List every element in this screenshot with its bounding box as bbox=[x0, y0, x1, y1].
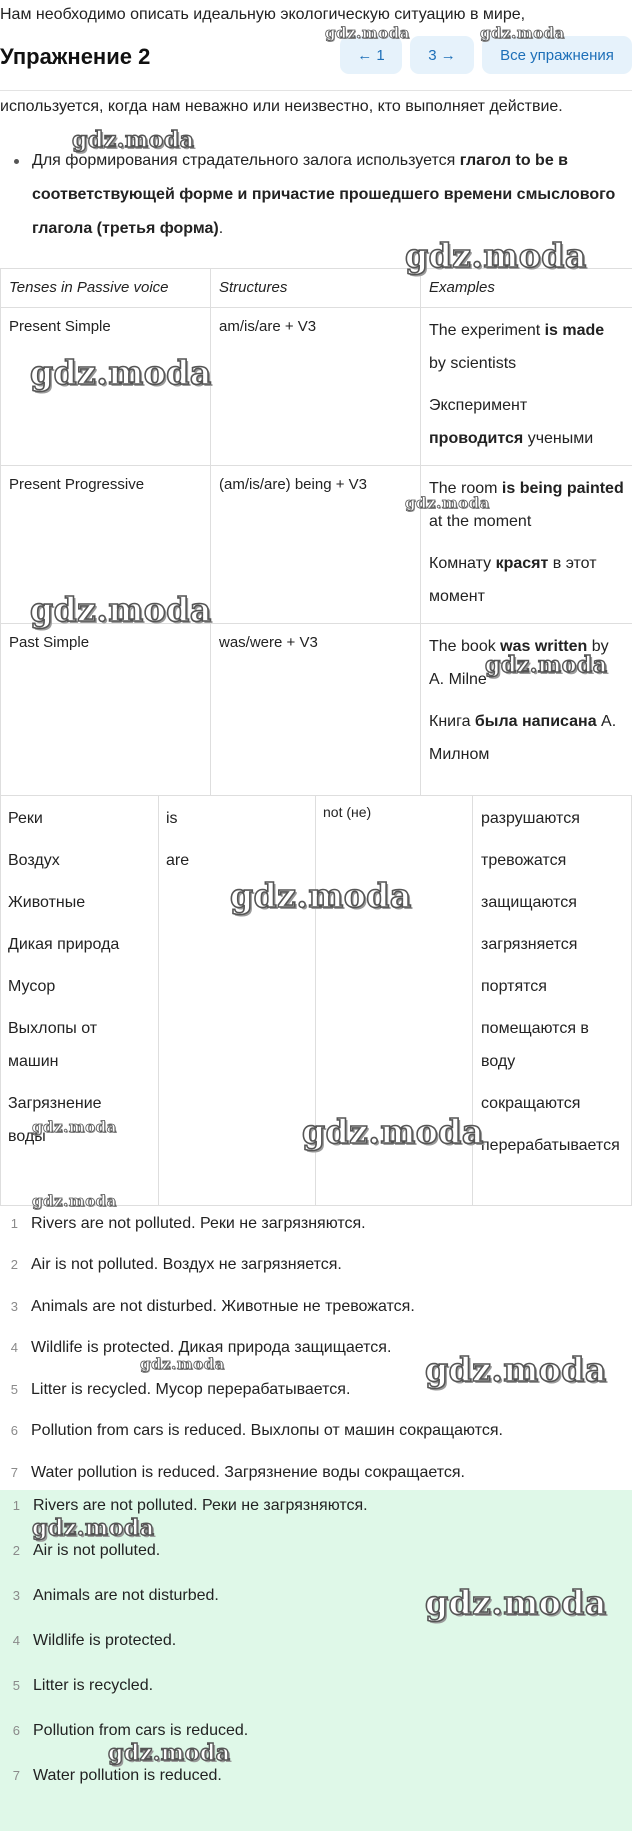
answer-text: Water pollution is reduced. Загрязнение воды сокращается. bbox=[31, 1464, 465, 1481]
answer-text: Litter is recycled. Мусор перерабатывается. bbox=[31, 1381, 351, 1398]
next-exercise-button[interactable]: 3 → bbox=[410, 36, 474, 74]
example-text: учеными bbox=[523, 430, 594, 447]
answer-text: Wildlife is protected. Дикая природа защищается. bbox=[31, 1339, 392, 1356]
exercise-title: Упражнение 2 bbox=[0, 44, 151, 69]
answer-text: Pollution from cars is reduced. Выхлопы от машин сокращаются. bbox=[31, 1422, 503, 1439]
list-item: Животные bbox=[8, 894, 86, 911]
watermark: gdz.moda bbox=[425, 1350, 607, 1389]
example-text: Комнату bbox=[429, 555, 496, 572]
example-cell bbox=[421, 466, 632, 624]
watermark: gdz.moda bbox=[480, 24, 565, 42]
answer-text: Air is not polluted. Воздух не загрязняется. bbox=[31, 1256, 342, 1273]
item-number: 5 bbox=[12, 1678, 20, 1693]
item-number: 4 bbox=[12, 1633, 20, 1648]
example-text: The experiment bbox=[429, 322, 545, 339]
watermark: gdz.moda bbox=[32, 1192, 117, 1210]
list-item: сокращаются bbox=[481, 1095, 581, 1112]
header-divider bbox=[0, 90, 632, 91]
example-en bbox=[429, 472, 624, 538]
example-text: The room bbox=[429, 480, 502, 497]
list-item bbox=[0, 1298, 415, 1316]
tense-cell: Present Simple bbox=[1, 308, 211, 466]
example-text: в этот момент bbox=[429, 555, 597, 605]
list-item: Воздух bbox=[8, 852, 60, 869]
example-ru bbox=[429, 705, 624, 771]
answer-text: Air is not polluted. bbox=[33, 1542, 161, 1559]
watermark: gdz.moda bbox=[230, 876, 412, 915]
example-text: by A. Milne bbox=[429, 638, 609, 688]
negation-column bbox=[323, 796, 463, 838]
example-highlight: was written bbox=[500, 638, 588, 655]
list-item bbox=[2, 1767, 222, 1785]
predicates-column bbox=[481, 802, 627, 1171]
example-highlight: is being painted bbox=[501, 480, 624, 497]
item-number: 3 bbox=[10, 1299, 18, 1314]
watermark: gdz.moda bbox=[32, 1118, 117, 1136]
list-item: Реки bbox=[8, 810, 43, 827]
example-en bbox=[429, 314, 624, 380]
item-number: 3 bbox=[12, 1588, 20, 1603]
all-exercises-button[interactable]: Все упражнения bbox=[482, 36, 632, 74]
passive-description: используется, когда нам неважно или неизвестно, кто выполняет действие. bbox=[0, 98, 563, 115]
item-number: 7 bbox=[12, 1768, 20, 1783]
subjects-column bbox=[8, 802, 148, 1162]
structure-cell: (am/is/are) being + V3 bbox=[211, 466, 421, 624]
watermark: gdz.moda bbox=[72, 127, 195, 153]
watermark: gdz.moda bbox=[325, 24, 410, 42]
column-header: Examples bbox=[421, 269, 632, 308]
watermark: gdz.moda bbox=[405, 494, 490, 512]
item-number: 1 bbox=[10, 1216, 18, 1231]
table-header-row bbox=[1, 269, 632, 308]
item-number: 4 bbox=[10, 1340, 18, 1355]
rule-bullet bbox=[14, 144, 626, 246]
watermark: gdz.moda bbox=[108, 1740, 231, 1766]
list-item: помещаются в воду bbox=[481, 1020, 589, 1070]
list-item bbox=[0, 1381, 350, 1399]
example-text: The book bbox=[429, 638, 501, 655]
list-item: not (не) bbox=[323, 804, 372, 820]
example-text: at the moment bbox=[429, 513, 532, 530]
list-item bbox=[2, 1722, 248, 1740]
column-header: Tenses in Passive voice bbox=[1, 269, 211, 308]
bullet-icon bbox=[14, 159, 19, 164]
example-highlight: красят bbox=[495, 555, 549, 572]
structure-cell: am/is/are + V3 bbox=[211, 308, 421, 466]
example-ru bbox=[429, 389, 624, 455]
list-item: защищаются bbox=[481, 894, 577, 911]
intro-text: Нам необходимо описать идеальную экологическую ситуацию в мире, bbox=[0, 6, 526, 23]
list-item bbox=[0, 1464, 465, 1482]
example-ru bbox=[429, 547, 624, 613]
list-item: is bbox=[166, 810, 178, 827]
list-item: тревожатся bbox=[481, 852, 567, 869]
example-highlight: проводится bbox=[429, 430, 524, 447]
word-choice-table bbox=[0, 795, 632, 1206]
example-highlight: is made bbox=[544, 322, 605, 339]
example-cell bbox=[421, 624, 632, 796]
column-header: Structures bbox=[211, 269, 421, 308]
item-number: 6 bbox=[10, 1423, 18, 1438]
rule-text-pre: Для формирования страдательного залога используется bbox=[32, 152, 460, 169]
example-text: Эксперимент bbox=[429, 397, 528, 414]
watermark: gdz.moda bbox=[30, 353, 212, 392]
prev-exercise-button[interactable]: ← 1 bbox=[340, 36, 402, 74]
column-divider bbox=[472, 796, 473, 1205]
example-highlight: была написана bbox=[474, 713, 597, 730]
item-number: 6 bbox=[12, 1723, 20, 1738]
item-number: 2 bbox=[10, 1257, 18, 1272]
table-row bbox=[1, 466, 632, 624]
structure-cell: was/were + V3 bbox=[211, 624, 421, 796]
answer-text: Pollution from cars is reduced. bbox=[33, 1722, 249, 1739]
example-en bbox=[429, 630, 624, 696]
list-item: загрязняется bbox=[481, 936, 578, 953]
tenses-table bbox=[0, 268, 632, 796]
item-number: 2 bbox=[12, 1543, 20, 1558]
watermark: gdz.moda bbox=[30, 590, 212, 629]
example-cell bbox=[421, 308, 632, 466]
answer-text: Litter is recycled. bbox=[33, 1677, 154, 1694]
list-item bbox=[0, 1422, 503, 1440]
watermark: gdz.moda bbox=[140, 1355, 225, 1373]
list-item bbox=[2, 1497, 368, 1515]
watermark: gdz.moda bbox=[425, 1583, 607, 1622]
list-item: are bbox=[166, 852, 190, 869]
list-item: Выхлопы от машин bbox=[8, 1020, 98, 1070]
list-item: Мусор bbox=[8, 978, 56, 995]
rule-text-bold: глагол to be в соответствующей форме и причастие прошедшего времени смыслового глагола (третья форма) bbox=[32, 152, 616, 237]
list-item bbox=[2, 1587, 219, 1605]
list-item bbox=[2, 1677, 153, 1695]
list-item bbox=[2, 1632, 176, 1650]
answer-text: Animals are not disturbed. Животные не тревожатся. bbox=[31, 1298, 415, 1315]
answer-text: Animals are not disturbed. bbox=[33, 1587, 219, 1604]
tense-cell: Past Simple bbox=[1, 624, 211, 796]
list-item: портятся bbox=[481, 978, 547, 995]
example-text: А. Милном bbox=[429, 713, 617, 763]
table-row bbox=[1, 308, 632, 466]
verbs-column bbox=[166, 802, 306, 886]
item-number: 1 bbox=[12, 1498, 20, 1513]
example-text: Книга bbox=[429, 713, 475, 730]
list-item bbox=[0, 1256, 342, 1274]
list-item bbox=[2, 1542, 160, 1560]
answer-text: Rivers are not polluted. Реки не загрязняются. bbox=[31, 1215, 366, 1232]
column-divider bbox=[315, 796, 316, 1205]
item-number: 7 bbox=[10, 1465, 18, 1480]
rule-text bbox=[32, 144, 626, 246]
column-divider bbox=[158, 796, 159, 1205]
watermark: gdz.moda bbox=[405, 236, 587, 275]
list-item: Загрязнение воды bbox=[8, 1095, 102, 1145]
rule-text-post: . bbox=[218, 220, 224, 237]
list-item bbox=[0, 1339, 391, 1357]
watermark: gdz.moda bbox=[32, 1515, 155, 1541]
list-item: разрушаются bbox=[481, 810, 580, 827]
watermark: gdz.moda bbox=[302, 1112, 484, 1151]
list-item bbox=[0, 1215, 366, 1233]
list-item: Дикая природа bbox=[8, 936, 120, 953]
answer-text: Wildlife is protected. bbox=[33, 1632, 177, 1649]
answer-text: Water pollution is reduced. bbox=[33, 1767, 222, 1784]
list-item: перерабатывается bbox=[481, 1137, 620, 1154]
answer-text: Rivers are not polluted. Реки не загрязняются. bbox=[33, 1497, 368, 1514]
example-text: by scientists bbox=[429, 355, 517, 372]
watermark: gdz.moda bbox=[485, 652, 608, 678]
item-number: 5 bbox=[10, 1382, 18, 1397]
table-row bbox=[1, 624, 632, 796]
tense-cell: Present Progressive bbox=[1, 466, 211, 624]
